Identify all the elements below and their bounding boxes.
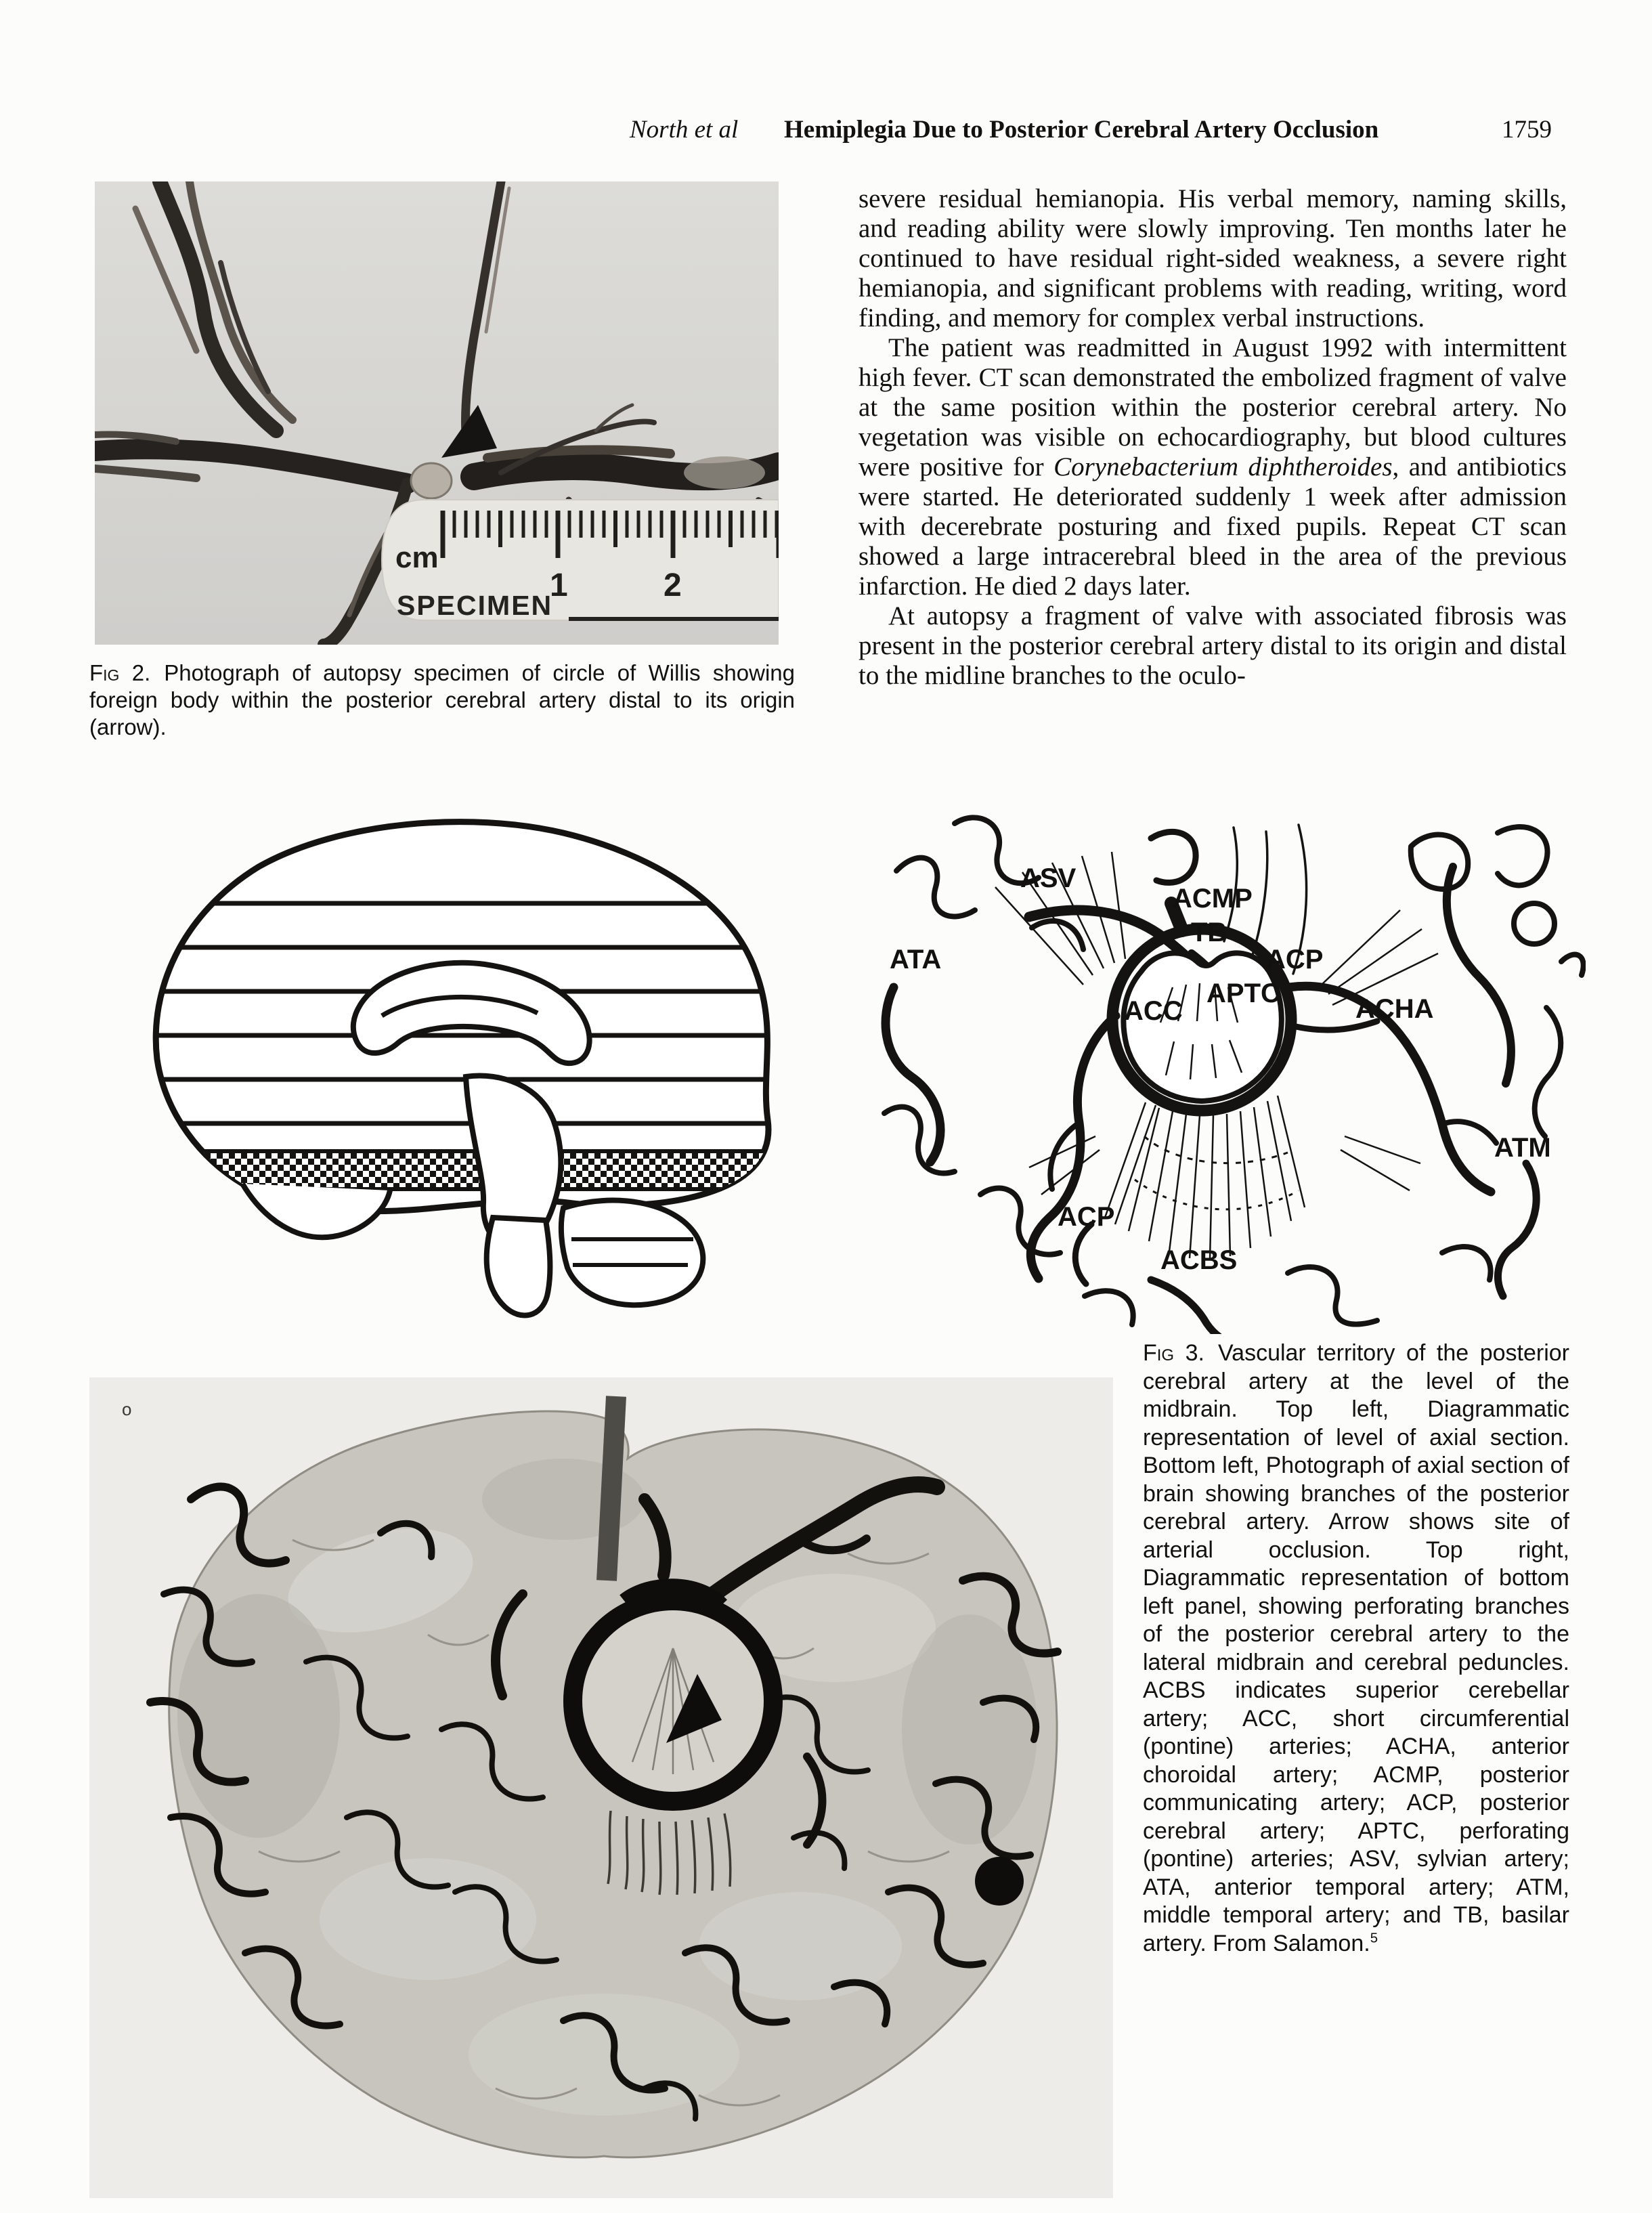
interhemispheric-fissure [607,1396,616,1581]
ruler-number-2: 2 [664,567,682,603]
photo-corner-mark: o [122,1399,132,1419]
label-acp-top: ACP [1266,945,1324,974]
label-ata: ATA [890,945,942,974]
label-aptc: APTC [1207,979,1280,1008]
fig3-caption-text: Vascular territory of the posterior cerebral artery at the level of the midbrain. Top left, Diagrammatic representation of level of axial section. Bottom left, Photograph of axial section of brain showing branches of the posterior cerebral artery. Arrow shows site of arterial occlusion. Top right, Diagrammatic representation of bottom left panel, showing perforating branches of the posterior cerebral artery to the lateral midbrain and cerebral peduncles. ACBS indicates superior cerebellar artery; ACC, short circumferential (pontine) arteries; ACHA, anterior choroidal artery; ACMP, posterior communicating artery; ACP, posterior cerebral artery; APTC, perforating (pontine) arteries; ASV, sylvian artery; ATA, anterior temporal artery; ATM, middle temporal artery; and TB, basilar artery. From Salamon.$^5$ [1143,1340,1570,1956]
fig3-sagittal-brain-drawing [95,787,792,1325]
label-tb: TB [1191,918,1227,947]
fig3-axial-brain-photo [89,1377,1113,2198]
body-text [858,184,1567,691]
midbrain-outline [1123,953,1281,1101]
brainstem-shape [487,1218,550,1316]
fig3-vascular-diagram [854,784,1586,1334]
fig2-caption-text: Photograph of autopsy specimen of circle of Willis showing foreign body within the posterior cerebral artery distal to its origin (arrow). [89,660,795,739]
fig3-caption [1143,1339,1569,1958]
fig2-specimen-photo [95,181,779,645]
dark-spot [975,1857,1024,1906]
paragraph: At autopsy a fragment of valve with associated fibrosis was present in the posterior cerebral artery distal to its origin and distal to the midline branches to the oculo- [858,601,1567,690]
fig2-caption [89,660,795,741]
cerebellum-shape [561,1201,703,1306]
ruler-number-1: 1 [550,567,568,603]
temporal-pole-shape [242,1184,390,1237]
label-acc: ACC [1124,996,1183,1026]
label-asv: ASV [1020,863,1077,893]
page-number: 1759 [1502,116,1552,144]
axial-section-level-band [95,1151,792,1189]
running-head-title: Hemiplegia Due to Posterior Cerebral Artery Occlusion [784,116,1379,144]
pons-dotted-outline [1135,1136,1299,1209]
label-acbs: ACBS [1160,1245,1238,1275]
ruler-specimen-label: SPECIMEN [397,590,553,621]
label-atm: ATM [1494,1133,1551,1163]
paragraph: The patient was readmitted in August 1992 with intermittent high fever. CT scan demonstrated the embolized fragment of valve at the same position within the posterior cerebral artery. No vegetation was visible on echocardiography, but blood cultures were positive for Corynebacterium diphtheroides, and antibiotics were started. He deteriorated suddenly 1 week after admission with decerebrate posturing and fixed pupils. Repeat CT scan showed a large intracerebral bleed in the area of the previous infarction. He died 2 days later. [858,333,1567,601]
label-acha: ACHA [1355,994,1434,1024]
ruler [382,500,779,621]
pale-tissue-patch [684,456,765,489]
fig2-caption-label: Fig 2. [89,660,151,685]
label-acmp: ACMP [1173,884,1253,914]
fig3-caption-label: Fig 3. [1143,1340,1204,1366]
label-acp-bottom: ACP [1058,1202,1115,1232]
perforating-branches [1105,1096,1305,1260]
ruler-unit-label: cm [395,541,439,574]
foreign-body-nodule [411,463,452,498]
running-head-authors: North et al [630,116,739,144]
paragraph: severe residual hemianopia. His verbal memory, naming skills, and reading ability were slowly improving. Ten months later he continued to have residual right-sided weakness, a severe right hemianopia, and significant problems with reading, writing, word finding, and memory for complex verbal instructions. [858,184,1567,332]
